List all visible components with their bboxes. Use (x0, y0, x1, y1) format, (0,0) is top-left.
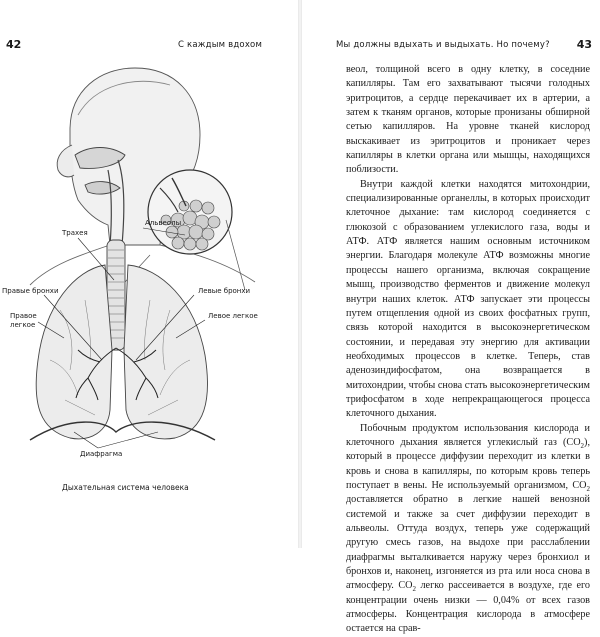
page-number-right: 43 (576, 38, 592, 51)
label-diaphragm: Диафрагма (80, 450, 123, 458)
page-number-left: 42 (6, 38, 22, 51)
respiratory-system-illustration (0, 60, 298, 480)
co2-subscript-3: 2 (412, 585, 416, 594)
label-left-lung: Левое легкое (208, 312, 258, 320)
paragraph-3-part-1: Побочным продуктом использования кислорода и клеточного дыхания является углекислый газ (CO (346, 422, 590, 448)
label-trachea: Трахея (62, 229, 88, 237)
running-header-left: С каждым вдохом (178, 40, 263, 50)
figure-caption: Дыхательная система человека (62, 483, 189, 492)
label-right-bronchi: Правые бронхи (2, 287, 59, 295)
paragraph-3-part-2: ), который в процессе диффузии переходит из клетки в кровь и снова в капилляры, по которым кровь теперь поступает в вены. Не используемый организмом, CO (346, 436, 590, 491)
paragraph-3 (346, 422, 590, 637)
paragraph-1: веол, толщиной всего в одну клетку, в соседние капилляры. Там его захватывают тысячи голодных эритроцитов, а сердце перекачивает их в артерии, а затем к тканям органов, которые пронизаны обширной сетью капилляров. На уровне тканей кислород выскакивает из эритроцитов и проникает через капилляры в клетки органа или мышцы, находящихся поблизости. (346, 64, 590, 176)
right-page (302, 0, 600, 635)
co2-subscript-2: 2 (586, 485, 590, 493)
head-drawing (30, 68, 255, 285)
body-text (346, 63, 590, 637)
left-page (0, 0, 298, 548)
label-alveoli: Альвеолы (145, 219, 182, 227)
paragraph-2: Внутри каждой клетки находятся митохондрии, специализированные органеллы, в которых происходит клеточное дыхание: там кислород соединяется с глюкозой с образованием углекислого газа, воды и АТФ. АТФ является нашим основным источником энергии. Благодаря молекуле АТФ возможны многие процессы нашего организма, включая сокращение мышц, производство ферментов и движение молекул внутри наших клеток. АТФ запускает эти процессы путем отщепления одной из своих фосфатных групп, связь которой находится в высокоэнергетическом состоянии, и передавая эту энергию для активации необходимых процессов в клетке. Теперь, став аденозиндифосфатом, она возвращается в митохондрии, чтобы снова стать высокоэнергетическим трифосфатом в ходе непрекращающегося процесса клеточного дыхания. (346, 178, 590, 420)
label-right-lung-line2: легкое (10, 321, 36, 329)
label-left-bronchi: Левые бронхи (198, 287, 251, 295)
co2-subscript-1: 2 (580, 441, 585, 450)
running-header-right: Мы должны вдыхать и выдыхать. Но почему? (336, 40, 550, 50)
paragraph-3-part-4: легко рассеивается в воздухе, где его концентрации очень низки — 0,04% от всех газов атмосферы. Концентрация кислорода в атмосфере остается на срав- (346, 580, 590, 635)
label-right-lung-line1: Правое (10, 312, 37, 320)
paragraph-3-part-3: доставляется обратно в легкие нашей венозной системой и также за счет диффузии переходит в альвеолы. Оттуда воздух, теперь уже содержащий другую смесь газов, на выдохе при расслаблении диафрагмы выталкивается наружу через бронхиол и бронхов и, наконец, изгоняется из рта или носа снова в атмосферу. CO (346, 494, 590, 592)
